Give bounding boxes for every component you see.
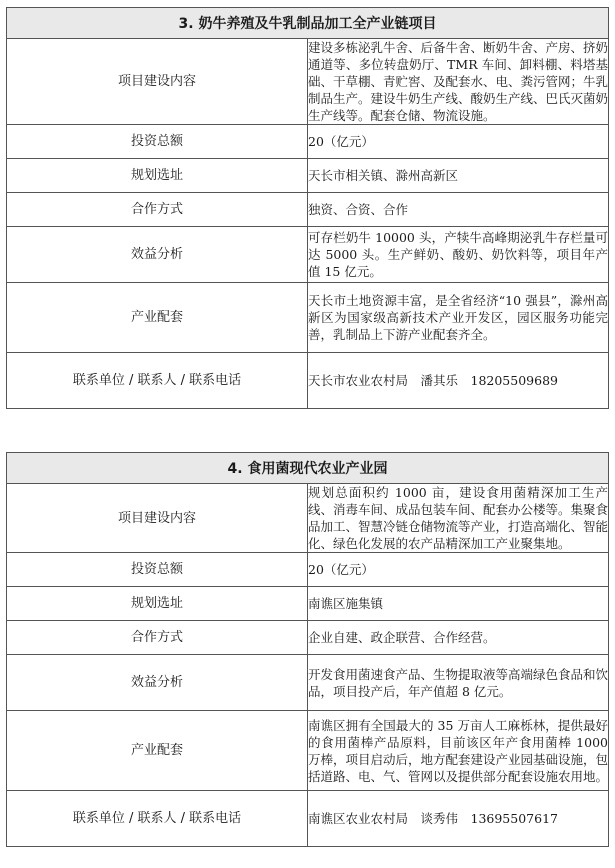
- row-value-investment: 20（亿元）: [308, 553, 609, 587]
- row-label-site: 规划选址: [7, 159, 308, 193]
- row-label-benefit: 效益分析: [7, 655, 308, 711]
- row-label-support: 产业配套: [7, 283, 308, 353]
- row-value-construction: 建设多栋泌乳牛舍、后备牛舍、断奶牛舍、产房、挤奶通道等、多位转盘奶厅、TMR 车间、卸料棚、料塔基础、干草棚、青贮窖、及配套水、电、粪污管网；牛乳制品生产。建设牛奶生产线、酸奶生产线、巴氏灭菌奶生产线等。配套仓储、物流设施。: [308, 40, 609, 123]
- row-value-contact: 天长市农业农村局 潘其乐 18205509689: [308, 353, 609, 409]
- project-title: 3. 奶牛养殖及牛乳制品加工全产业链项目: [7, 8, 609, 39]
- row-value-cooperation: 企业自建、政企联营、合作经营。: [308, 621, 609, 655]
- row-label-construction: 项目建设内容: [7, 484, 308, 553]
- row-value-site: 南谯区施集镇: [308, 587, 609, 621]
- row-value-support: 天长市土地资源丰富，是全省经济“10 强县”，滁州高新区为国家级高新技术产业开发区，园区服务功能完善，乳制品上下游产业配套齐全。: [308, 283, 609, 353]
- row-label-support: 产业配套: [7, 711, 308, 791]
- row-value-benefit: 可存栏奶牛 10000 头，产犊牛高峰期泌乳牛存栏量可达 5000 头。生产鲜奶、酸奶、奶饮料等，项目年产值 15 亿元。: [308, 227, 609, 283]
- row-value-support: 南谯区拥有全国最大的 35 万亩人工麻栎林，提供最好的食用菌棒产品原料，目前该区年产食用菌棒 1000 万棒，项目启动后，地方配套建设产业园基础设施，包括道路、电、气、管网以及提供部分配套设施农用地。: [308, 711, 609, 791]
- row-label-investment: 投资总额: [7, 553, 308, 587]
- project-title: 4. 食用菌现代农业产业园: [7, 453, 609, 484]
- row-value-cooperation: 独资、合资、合作: [308, 193, 609, 227]
- row-label-contact: 联系单位 / 联系人 / 联系电话: [7, 791, 308, 847]
- row-label-site: 规划选址: [7, 587, 308, 621]
- row-label-investment: 投资总额: [7, 125, 308, 159]
- project-table-mushroom: [6, 452, 609, 847]
- row-label-cooperation: 合作方式: [7, 193, 308, 227]
- row-label-benefit: 效益分析: [7, 227, 308, 283]
- row-value-benefit: 开发食用菌速食产品、生物提取液等高端绿色食品和饮品，项目投产后，年产值超 8 亿元。: [308, 655, 609, 711]
- row-value-site: 天长市相关镇、滁州高新区: [308, 159, 609, 193]
- row-value-contact: 南谯区农业农村局 谈秀伟 13695507617: [308, 791, 609, 847]
- row-value-construction: 规划总面积约 1000 亩，建设食用菌精深加工生产线、消毒车间、成品包装车间、配套办公楼等。集聚食品加工、智慧冷链仓储物流等产业，打造高端化、智能化、绿色化发展的农产品精深加工产业聚集地。: [308, 485, 609, 551]
- project-table-dairy: [6, 7, 609, 409]
- row-value-investment: 20（亿元）: [308, 125, 609, 159]
- row-label-contact: 联系单位 / 联系人 / 联系电话: [7, 353, 308, 409]
- row-label-cooperation: 合作方式: [7, 621, 308, 655]
- row-label-construction: 项目建设内容: [7, 39, 308, 125]
